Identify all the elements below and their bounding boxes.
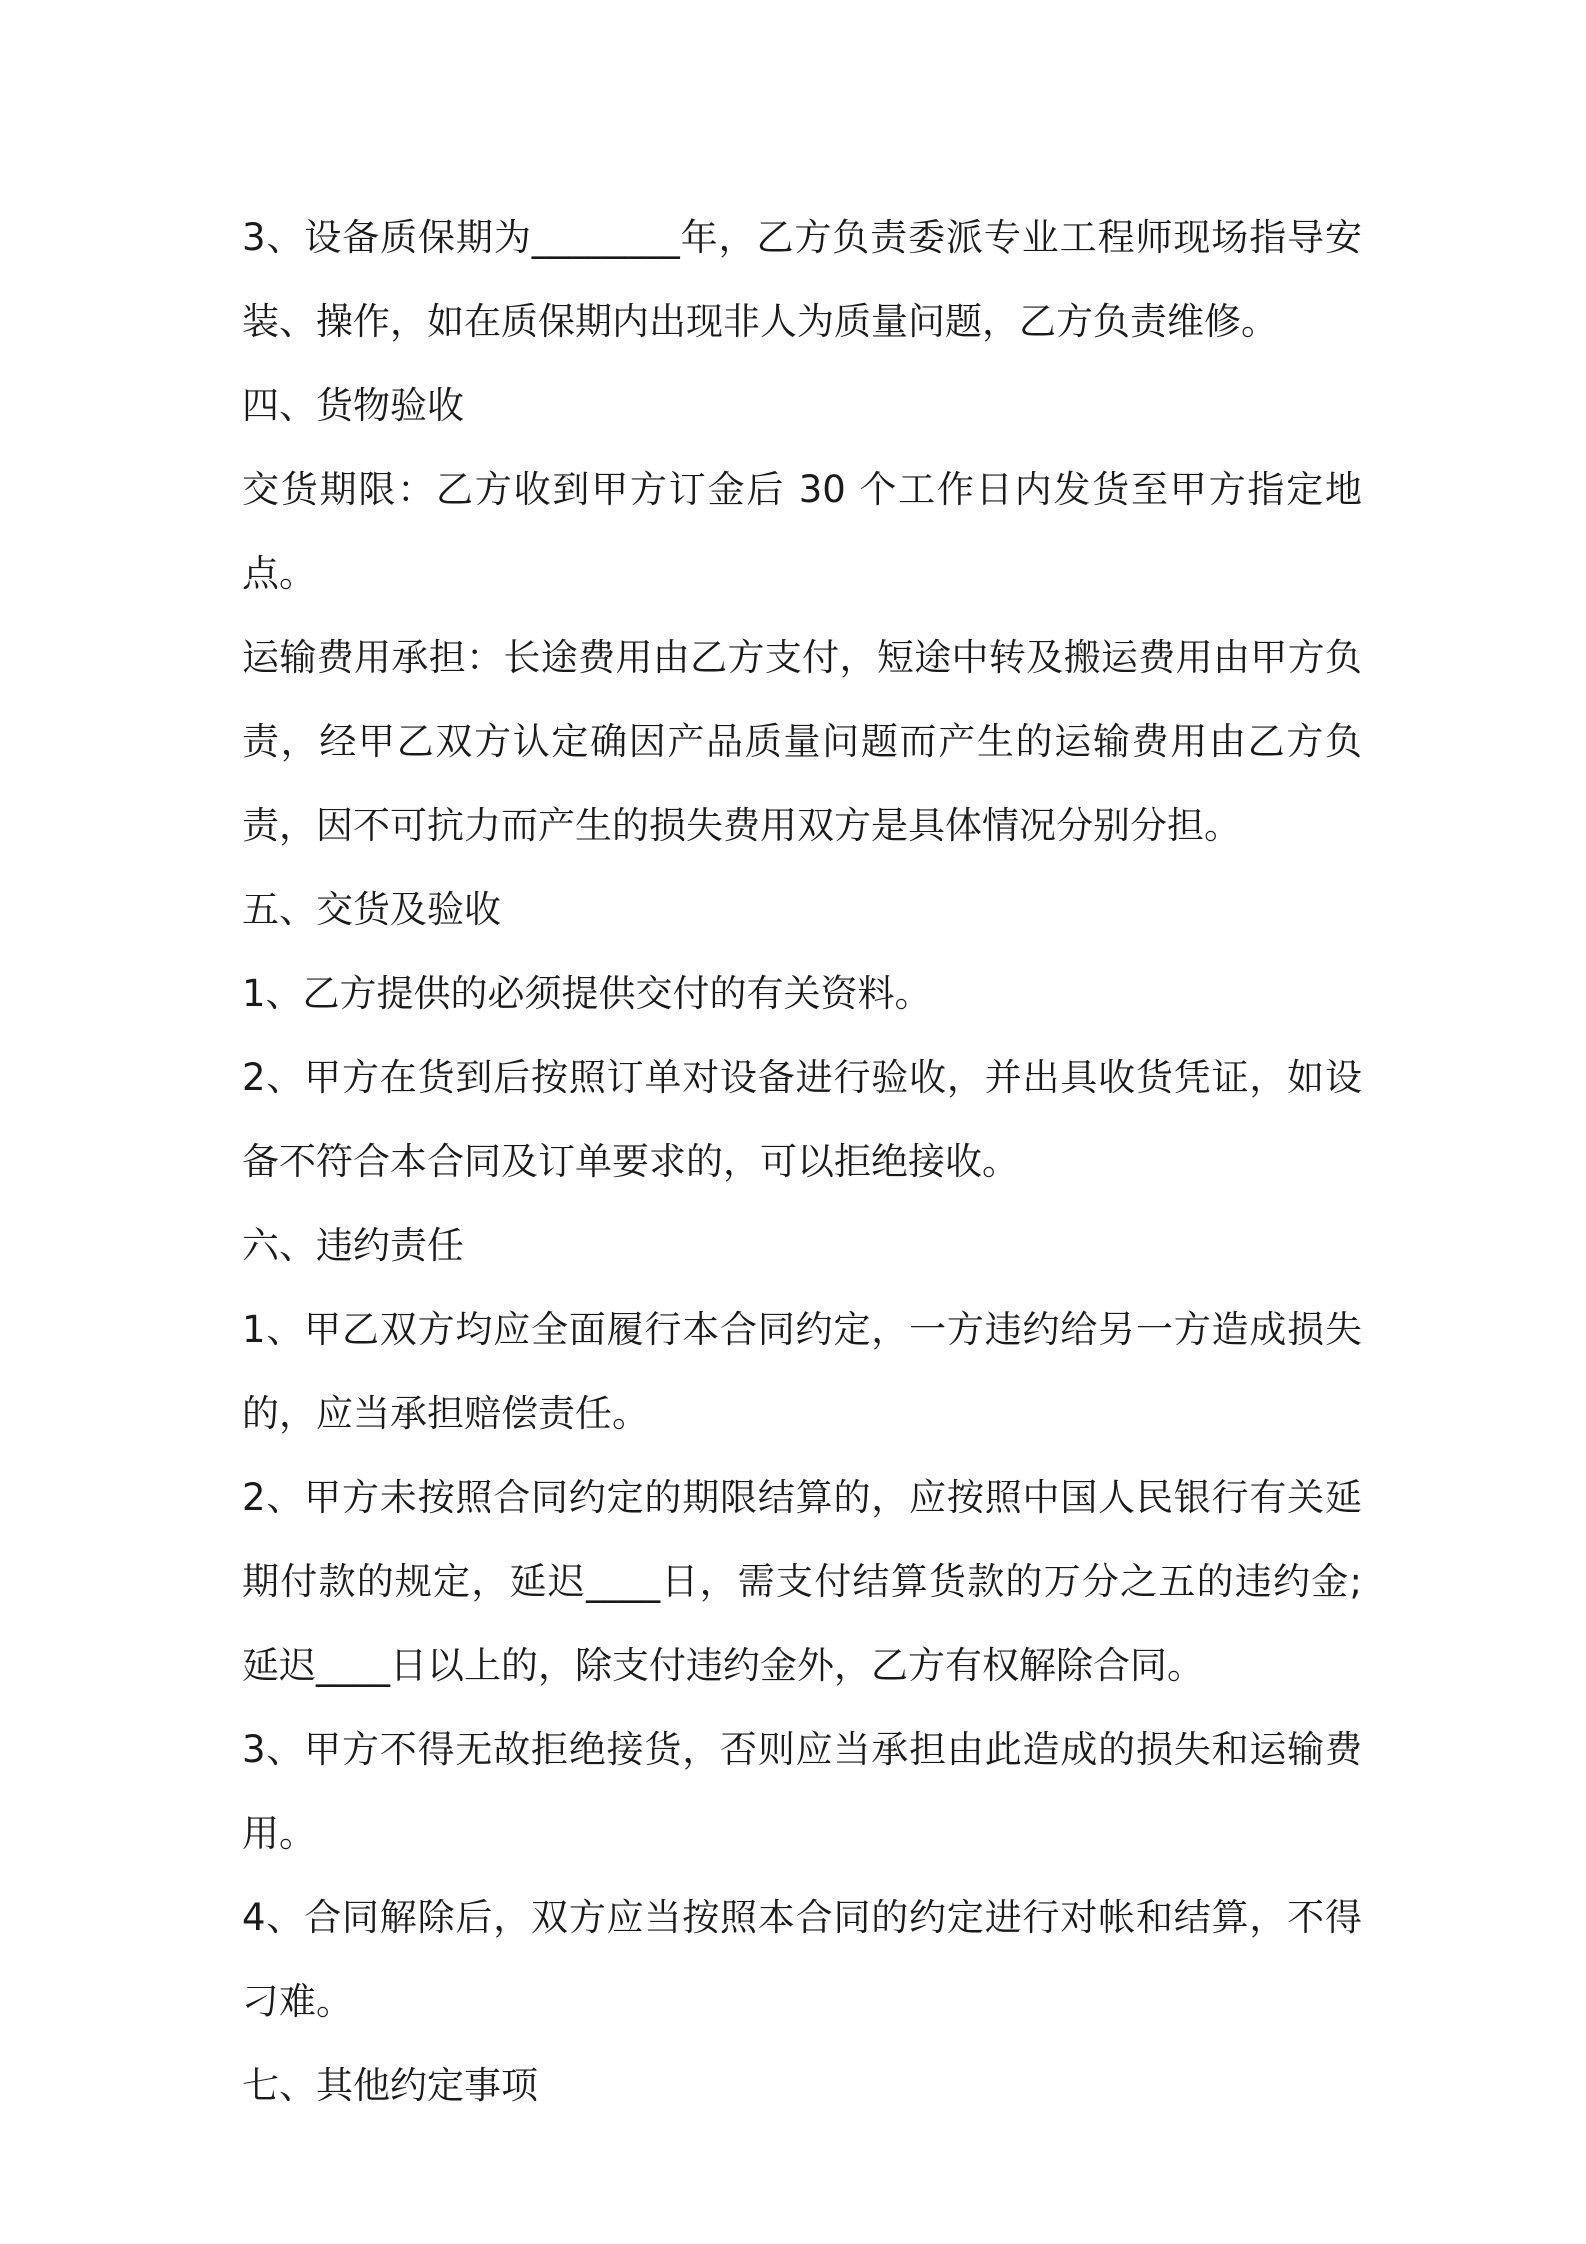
clause-2-late-payment: 2、甲方未按照合同约定的期限结算的，应按照中国人民银行有关延期付款的规定，延迟____日，需支付结算货款的万分之五的违约金;延迟____日以上的，除支付违约金外，乙方有权解除合同。 <box>242 1476 1362 1687</box>
clause-2-acceptance: 2、甲方在货到后按照订单对设备进行验收，并出具收货凭证，如设备不符合本合同及订单要求的，可以拒绝接收。 <box>242 1056 1362 1183</box>
section-heading-goods-inspection: 四、货物验收 <box>242 384 464 427</box>
document-body <box>242 196 1362 2128</box>
transport-cost-text: 运输费用承担：长途费用由乙方支付，短途中转及搬运费用由甲方负责，经甲乙双方认定确因产品质量问题而产生的运输费用由乙方负责，因不可抗力而产生的损失费用双方是具体情况分别分担。 <box>242 636 1362 847</box>
clause-1-performance: 1、甲乙双方均应全面履行本合同约定，一方违约给另一方造成损失的，应当承担赔偿责任。 <box>242 1308 1362 1435</box>
section-heading-other-matters: 七、其他约定事项 <box>242 2064 538 2107</box>
clause-4-termination: 4、合同解除后，双方应当按照本合同的约定进行对帐和结算，不得刁难。 <box>242 1896 1362 2023</box>
section-heading-delivery-acceptance: 五、交货及验收 <box>242 888 501 931</box>
clause-3-warranty-period: 3、设备质保期为________年，乙方负责委派专业工程师现场指导安装、操作，如在质保期内出现非人为质量问题，乙方负责维修。 <box>242 216 1362 343</box>
section-heading-liability: 六、违约责任 <box>242 1224 464 1267</box>
clause-1-documents: 1、乙方提供的必须提供交付的有关资料。 <box>242 972 932 1015</box>
delivery-deadline-text: 交货期限：乙方收到甲方订金后 30 个工作日内发货至甲方指定地点。 <box>242 468 1362 595</box>
clause-3-refuse-delivery: 3、甲方不得无故拒绝接货，否则应当承担由此造成的损失和运输费用。 <box>242 1728 1362 1855</box>
